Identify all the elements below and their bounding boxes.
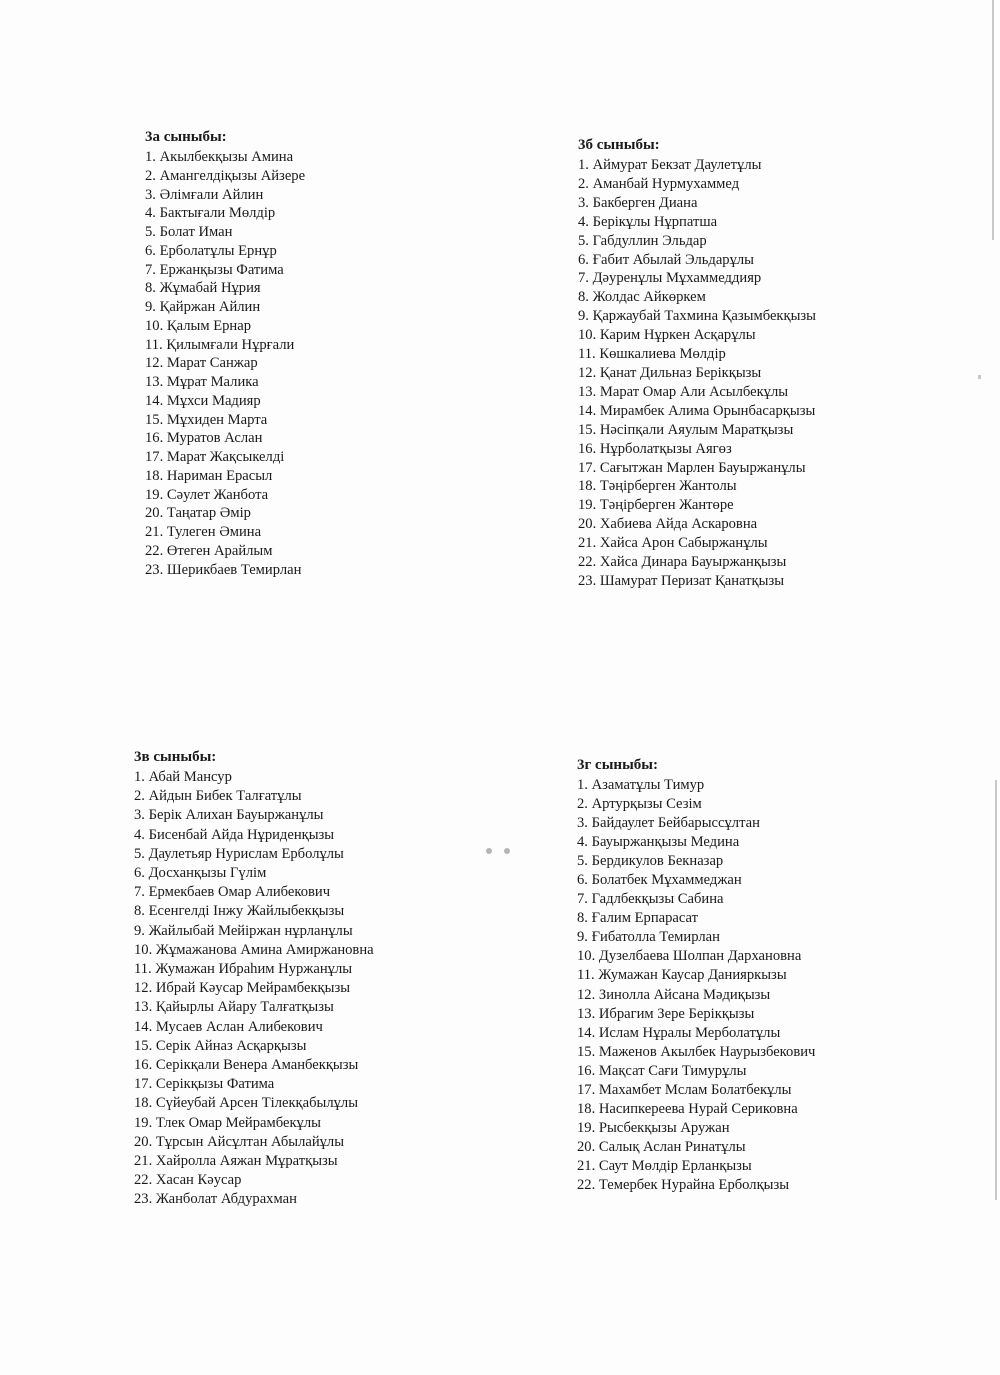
student-entry: 22. Хасан Кәусар <box>134 1172 242 1189</box>
student-entry: 7. Ержанқызы Фатима <box>145 261 284 278</box>
student-entry: 19. Рысбекқызы Аружан <box>577 1119 730 1136</box>
student-entry: 16. Муратов Аслан <box>145 430 263 447</box>
student-entry: 18. Тәңірберген Жантолы <box>578 478 737 495</box>
student-entry: 17. Сағытжан Марлен Бауыржанұлы <box>578 459 806 476</box>
student-entry: 15. Маженов Акылбек Наурызбекович <box>577 1043 816 1060</box>
student-entry: 1. Абай Мансур <box>134 769 232 785</box>
student-entry: 1. Аймурат Бекзат Даулетұлы <box>578 157 762 173</box>
class-title: 3в сыныбы: <box>134 749 217 765</box>
student-entry: 1. Азаматұлы Тимур <box>577 777 705 793</box>
student-entry: 15. Мұхиден Марта <box>145 411 268 428</box>
student-entry: 12. Ибрай Кәусар Мейрамбекқызы <box>134 980 351 997</box>
student-entry: 16. Серікқали Венера Аманбекқызы <box>134 1057 359 1074</box>
student-entry: 20. Тұрсын Айсұлтан Абылайұлы <box>134 1133 345 1150</box>
student-entry: 17. Махамбет Мслам Болатбекұлы <box>577 1081 792 1098</box>
class-title: 3а сыныбы: <box>145 129 227 145</box>
class-title: 3г сыныбы: <box>577 757 658 773</box>
student-entry: 18. Сүйеубай Арсен Тілекқабылұлы <box>134 1095 359 1112</box>
student-entry: 20. Таңатар Әмір <box>145 505 251 522</box>
student-entry: 9. Қаржаубай Тахмина Қазымбекқызы <box>578 308 816 325</box>
student-entry: 10. Дузелбаева Шолпан Дархановна <box>577 948 802 965</box>
student-entry: 19. Сәулет Жанбота <box>145 486 269 503</box>
student-entry: 20. Салық Аслан Ринатұлы <box>577 1138 746 1155</box>
student-entry: 14. Мусаев Аслан Алибекович <box>134 1018 323 1035</box>
student-entry: 8. Есенгелді Інжу Жайлыбекқызы <box>134 903 345 920</box>
student-entry: 12. Марат Санжар <box>145 355 258 372</box>
student-entry: 4. Берікұлы Нұрпатша <box>578 213 718 230</box>
student-entry: 7. Гадлбекқызы Сабина <box>577 891 724 908</box>
student-entry: 18. Насипкереева Нурай Сериковна <box>577 1100 798 1117</box>
student-entry: 15. Серік Айназ Асқарқызы <box>134 1037 307 1054</box>
student-list <box>145 148 475 579</box>
class-title: 3б сыныбы: <box>578 137 660 153</box>
class-list-3a <box>145 128 475 579</box>
student-entry: 14. Ислам Нұралы Мерболатұлы <box>577 1024 781 1041</box>
student-entry: 5. Бердикулов Бекназар <box>577 853 724 870</box>
student-entry: 22. Өтеген Арайлым <box>145 542 273 559</box>
student-entry: 12. Зинолла Айсана Мәдиқызы <box>577 986 771 1003</box>
scan-edge-mark <box>978 375 981 379</box>
scan-edge-mark <box>992 0 994 240</box>
class-list-3b <box>578 136 908 591</box>
student-entry: 20. Хабиева Айда Аскаровна <box>578 516 758 533</box>
student-entry: 8. Жұмабай Нұрия <box>145 280 261 297</box>
student-entry: 23. Шерикбаев Темирлан <box>145 561 302 578</box>
student-entry: 6. Ерболатұлы Ернұр <box>145 242 277 259</box>
student-entry: 9. Ғибатолла Темирлан <box>577 929 720 946</box>
student-entry: 2. Амангелдіқызы Айзере <box>145 167 306 184</box>
student-entry: 1. Акылбекқызы Амина <box>145 149 294 165</box>
student-list <box>134 768 464 1210</box>
student-entry: 19. Тәңірберген Жантөре <box>578 497 734 514</box>
student-entry: 13. Марат Омар Али Асылбекұлы <box>578 383 789 400</box>
student-entry: 22. Темербек Нурайна Ерболқызы <box>577 1176 790 1193</box>
student-entry: 3. Байдаулет Бейбарыссұлтан <box>577 815 760 832</box>
student-entry: 10. Қалым Ернар <box>145 317 251 334</box>
student-entry: 9. Қайржан Айлин <box>145 299 261 315</box>
student-entry: 12. Қанат Дильназ Берікқызы <box>578 364 762 381</box>
student-entry: 16. Мақсат Сағи Тимурұлы <box>577 1062 747 1079</box>
student-entry: 14. Мирамбек Алима Орынбасарқызы <box>578 402 816 419</box>
student-entry: 4. Бисенбай Айда Нұриденқызы <box>134 826 335 843</box>
student-entry: 6. Болатбек Мұхаммеджан <box>577 872 742 889</box>
student-entry: 15. Нәсіпқали Аяулым Маратқызы <box>578 421 794 438</box>
student-entry: 21. Тулеген Әмина <box>145 524 262 540</box>
student-entry: 7. Ермекбаев Омар Алибекович <box>134 884 331 901</box>
student-entry: 8. Жолдас Айкөркем <box>578 289 706 306</box>
scan-dots <box>486 841 522 859</box>
student-list <box>578 156 908 591</box>
student-entry: 9. Жайлыбай Мейіржан нұрланұлы <box>134 922 353 939</box>
student-entry: 6. Досханқызы Гүлім <box>134 865 267 882</box>
student-entry: 21. Хайролла Аяжан Мұратқызы <box>134 1153 338 1170</box>
student-entry: 11. Көшкалиева Мөлдір <box>578 346 726 363</box>
student-entry: 11. Жумажан Каусар Данияркызы <box>577 967 787 984</box>
student-entry: 7. Дәуренұлы Мұхаммеддияр <box>578 270 762 287</box>
student-entry: 16. Нұрболатқызы Аягөз <box>578 440 732 457</box>
scan-edge-mark <box>995 780 997 1200</box>
student-entry: 19. Тлек Омар Мейрамбекұлы <box>134 1114 321 1131</box>
student-entry: 22. Хайса Динара Бауыржанқызы <box>578 554 787 571</box>
student-entry: 14. Мұхси Мадияр <box>145 392 261 409</box>
student-entry: 2. Аманбай Нурмухаммед <box>578 175 740 192</box>
student-entry: 11. Жумажан Ибраһим Нуржанұлы <box>134 961 353 978</box>
student-entry: 23. Жанболат Абдурахман <box>134 1191 297 1208</box>
student-entry: 3. Бакберген Диана <box>578 194 698 211</box>
student-entry: 5. Габдуллин Эльдар <box>578 232 707 249</box>
student-entry: 4. Бактығали Мөлдір <box>145 205 276 222</box>
student-entry: 18. Нариман Ерасыл <box>145 467 273 484</box>
student-entry: 3. Әлімғали Айлин <box>145 186 264 203</box>
class-list-3v <box>134 748 464 1210</box>
student-entry: 17. Серікқызы Фатима <box>134 1076 275 1093</box>
student-entry: 21. Хайса Арон Сабыржанұлы <box>578 535 768 552</box>
student-entry: 10. Жұмажанова Амина Амиржановна <box>134 941 374 958</box>
scan-dot <box>486 848 492 854</box>
student-entry: 13. Ибрагим Зере Берікқызы <box>577 1005 755 1022</box>
student-entry: 4. Бауыржанқызы Медина <box>577 834 740 851</box>
student-entry: 13. Қайырлы Айару Талғатқызы <box>134 999 334 1016</box>
student-entry: 2. Артурқызы Сезім <box>577 796 702 813</box>
student-entry: 2. Айдын Бибек Талғатұлы <box>134 788 302 805</box>
student-entry: 23. Шамурат Перизат Қанатқызы <box>578 572 785 589</box>
student-entry: 13. Мұрат Малика <box>145 374 259 390</box>
student-entry: 8. Ғалим Ерпарасат <box>577 910 699 927</box>
student-list <box>577 776 907 1195</box>
class-list-3g <box>577 756 907 1195</box>
student-entry: 21. Саут Мөлдір Ерланқызы <box>577 1157 752 1174</box>
student-entry: 5. Болат Иман <box>145 224 233 240</box>
student-entry: 10. Карим Нұркен Асқарұлы <box>578 327 756 344</box>
scan-dot <box>504 848 510 854</box>
student-entry: 3. Берік Алихан Бауыржанұлы <box>134 807 324 824</box>
student-entry: 11. Қилымғали Нұрғали <box>145 336 295 353</box>
student-entry: 6. Ғабит Абылай Эльдарұлы <box>578 251 754 268</box>
student-entry: 5. Даулетьяр Нурислам Ерболұлы <box>134 845 344 862</box>
student-entry: 17. Марат Жақсыкелді <box>145 449 285 465</box>
